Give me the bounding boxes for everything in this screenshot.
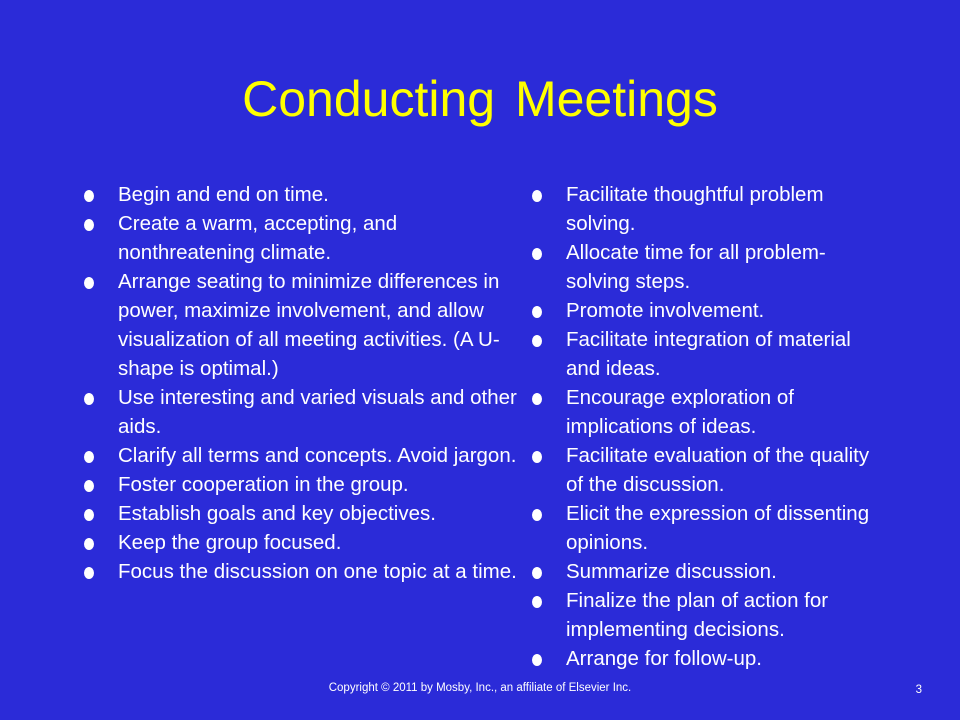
list-item — [84, 470, 524, 499]
bullet-dot-icon — [84, 480, 94, 492]
bullet-text: Arrange for follow-up. — [566, 647, 762, 670]
bullet-text: Facilitate integration of material and ideas. — [566, 328, 851, 380]
list-item — [84, 528, 524, 557]
list-item — [84, 557, 524, 586]
bullet-dot-icon — [532, 248, 542, 260]
bullet-text: Finalize the plan of action for implementing decisions. — [566, 589, 829, 641]
bullet-dot-icon — [84, 538, 94, 550]
bullet-dot-icon — [84, 219, 94, 231]
list-item — [532, 325, 882, 383]
bullet-text: Keep the group focused. — [118, 531, 342, 554]
list-item — [532, 557, 882, 586]
bullet-dot-icon — [532, 451, 542, 463]
list-item — [84, 209, 524, 267]
list-item — [532, 441, 882, 499]
bullet-dot-icon — [84, 393, 94, 405]
bullet-dot-icon — [532, 509, 542, 521]
bullet-text: Establish goals and key objectives. — [118, 502, 436, 525]
bullet-text: Focus the discussion on one topic at a time. — [118, 560, 517, 583]
bullet-dot-icon — [84, 277, 94, 289]
bullet-text: Summarize discussion. — [566, 560, 777, 583]
bullet-dot-icon — [532, 596, 542, 608]
page-number: 3 — [915, 684, 922, 696]
bullet-dot-icon — [532, 654, 542, 666]
list-item — [532, 238, 882, 296]
bullet-text: Clarify all terms and concepts. Avoid jargon. — [118, 444, 517, 467]
bullet-text: Use interesting and varied visuals and other aids. — [118, 386, 517, 438]
bullet-dot-icon — [84, 190, 94, 202]
bullet-text: Begin and end on time. — [118, 183, 329, 206]
list-item — [84, 267, 524, 383]
bullet-dot-icon — [84, 509, 94, 521]
right-bullet-list — [532, 180, 882, 673]
bullet-text: Promote involvement. — [566, 299, 765, 322]
list-item — [532, 296, 882, 325]
list-item — [532, 644, 882, 673]
bullet-text: Allocate time for all problem-solving steps. — [566, 241, 826, 293]
bullet-dot-icon — [532, 306, 542, 318]
list-item — [84, 499, 524, 528]
bullet-dot-icon — [532, 567, 542, 579]
bullet-dot-icon — [532, 335, 542, 347]
left-bullet-list — [84, 180, 524, 586]
bullet-text: Create a warm, accepting, and nonthreatening climate. — [118, 212, 398, 264]
bullet-dot-icon — [532, 190, 542, 202]
bullet-text: Foster cooperation in the group. — [118, 473, 409, 496]
bullet-text: Arrange seating to minimize differences in power, maximize involvement, and allow visualization of all meeting activities. (A U-shape is optimal.) — [118, 270, 500, 380]
slide-title: Conducting Meetings — [242, 71, 718, 127]
bullet-dot-icon — [532, 393, 542, 405]
list-item — [84, 441, 524, 470]
list-item — [532, 586, 882, 644]
bullet-text: Elicit the expression of dissenting opinions. — [566, 502, 870, 554]
list-item — [84, 180, 524, 209]
list-item — [532, 180, 882, 238]
bullet-dot-icon — [84, 451, 94, 463]
bullet-dot-icon — [84, 567, 94, 579]
bullet-text: Encourage exploration of implications of ideas. — [566, 386, 794, 438]
bullet-text: Facilitate evaluation of the quality of the discussion. — [566, 444, 870, 496]
list-item — [84, 383, 524, 441]
copyright-footer: Copyright © 2011 by Mosby, Inc., an affiliate of Elsevier Inc. — [328, 682, 632, 694]
list-item — [532, 499, 882, 557]
bullet-text: Facilitate thoughtful problem solving. — [566, 183, 824, 235]
list-item — [532, 383, 882, 441]
